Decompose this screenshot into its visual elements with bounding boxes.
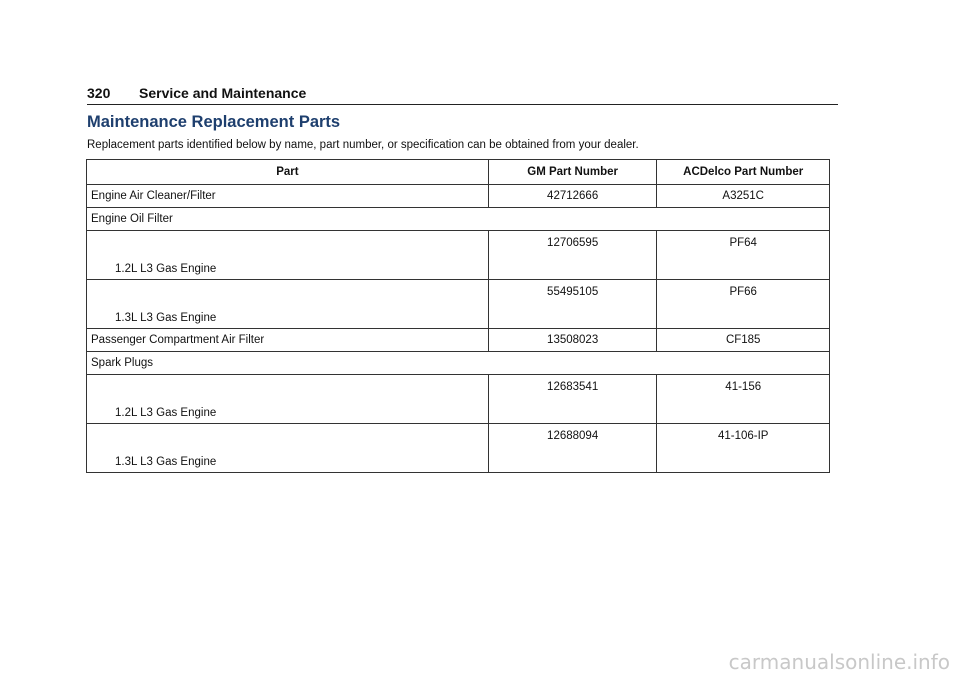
column-header-gm: GM Part Number [488,160,657,185]
gm-part-number: 55495105 [488,280,657,329]
part-name: 1.3L L3 Gas Engine [87,424,489,473]
parts-table [86,159,830,473]
acdelco-part-number: CF185 [657,329,830,352]
table-row [87,280,830,329]
gm-part-number: 12688094 [488,424,657,473]
table-row [87,375,830,424]
acdelco-part-number: PF66 [657,280,830,329]
part-name: 1.3L L3 Gas Engine [87,280,489,329]
acdelco-part-number: PF64 [657,231,830,280]
page-title: Maintenance Replacement Parts [87,113,341,131]
table-row [87,424,830,473]
section-name: Service and Maintenance [139,85,307,101]
page-header [87,84,838,105]
gm-part-number: 42712666 [488,185,657,208]
part-name: 1.2L L3 Gas Engine [87,231,489,280]
table-row [87,329,830,352]
page-number: 320 [87,85,111,101]
table-group-row [87,352,830,375]
table-group-row [87,208,830,231]
acdelco-part-number: 41-106-IP [657,424,830,473]
part-name: Engine Air Cleaner/Filter [87,185,489,208]
watermark[interactable]: carmanualsonline.info [728,650,950,674]
column-header-acdelco: ACDelco Part Number [657,160,830,185]
acdelco-part-number: A3251C [657,185,830,208]
gm-part-number: 13508023 [488,329,657,352]
part-group-name: Spark Plugs [87,352,830,375]
part-name: Passenger Compartment Air Filter [87,329,489,352]
table-header-row [87,160,830,185]
acdelco-part-number: 41-156 [657,375,830,424]
part-group-name: Engine Oil Filter [87,208,830,231]
intro-text: Replacement parts identified below by name, part number, or specification can be obtained from your dealer. [87,139,639,151]
gm-part-number: 12706595 [488,231,657,280]
table-row [87,231,830,280]
column-header-part: Part [87,160,489,185]
gm-part-number: 12683541 [488,375,657,424]
part-name: 1.2L L3 Gas Engine [87,375,489,424]
table-row [87,185,830,208]
